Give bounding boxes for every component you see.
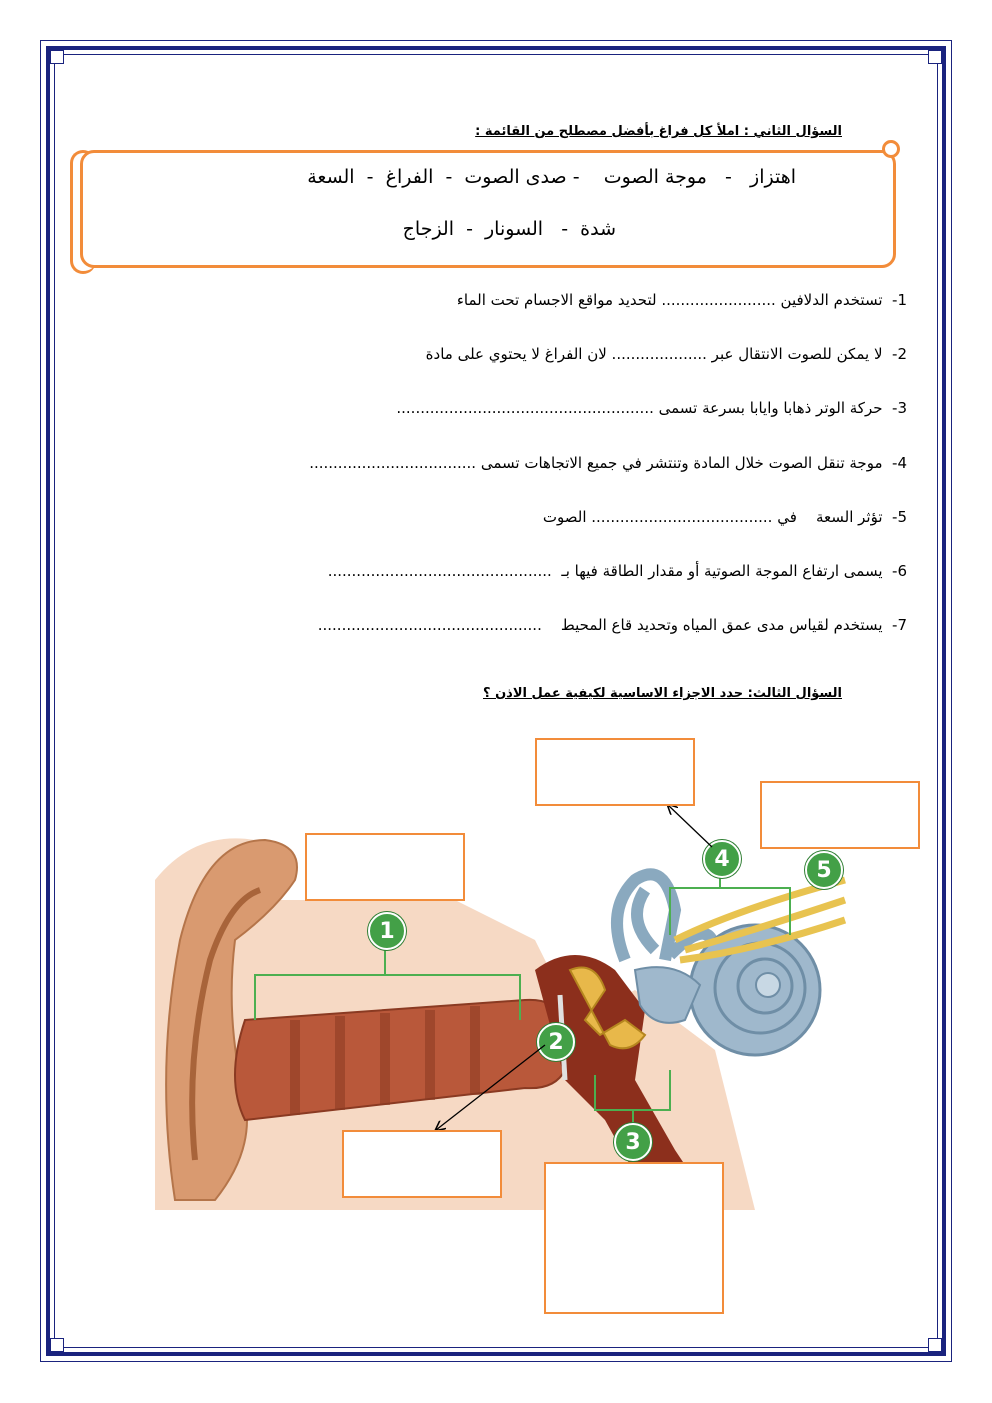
answer-box-5[interactable] [760,781,920,849]
part-number-badge: 1 [368,912,406,950]
answer-box-2[interactable] [342,1130,502,1198]
question-item: 1- تستخدم الدلافين ........................ لتحديد مواقع الاجسام تحت الماء [456,291,907,309]
word-bank-line-2: شدة - السونار - الزجاج [402,218,616,240]
answer-box-3[interactable] [544,1162,724,1314]
part-number-badge: 4 [703,840,741,878]
question-item: 6- يسمى ارتفاع الموجة الصوتية أو مقدار الطاقة فيها بـ ............................................... [327,562,907,580]
answer-box-4[interactable] [535,738,695,806]
question-item: 4- موجة تنقل الصوت خلال المادة وتنتشر في جميع الاتجاهات تسمى ................................... [309,454,907,472]
part-number-badge: 3 [614,1123,652,1161]
question-item: 3- حركة الوتر ذهابا وايابا بسرعة تسمى ...................................................... [396,399,907,417]
answer-box-1[interactable] [305,833,465,901]
question-item: 5- تؤثر السعة في ...................................... الصوت [542,508,907,526]
part-number-badge: 2 [537,1023,575,1061]
question-2-heading: السؤال الثاني : املأ كل فراغ بأفضل مصطلح من القائمة : [475,124,842,139]
word-bank-line-1: اهتزاز - موجة الصوت - صدى الصوت - الفراغ - السعة [307,166,796,188]
part-number-badge: 5 [805,851,843,889]
question-item: 2- لا يمكن للصوت الانتقال عبر .................... لان الفراغ لا يحتوي على مادة [425,345,907,363]
question-item: 7- يستخدم لقياس مدى عمق المياه وتحديد قاع المحيط ............................................... [317,616,907,634]
question-3-heading: السؤال الثالث: حدد الاجزاء الاساسية لكيفية عمل الاذن ؟ [483,686,842,701]
